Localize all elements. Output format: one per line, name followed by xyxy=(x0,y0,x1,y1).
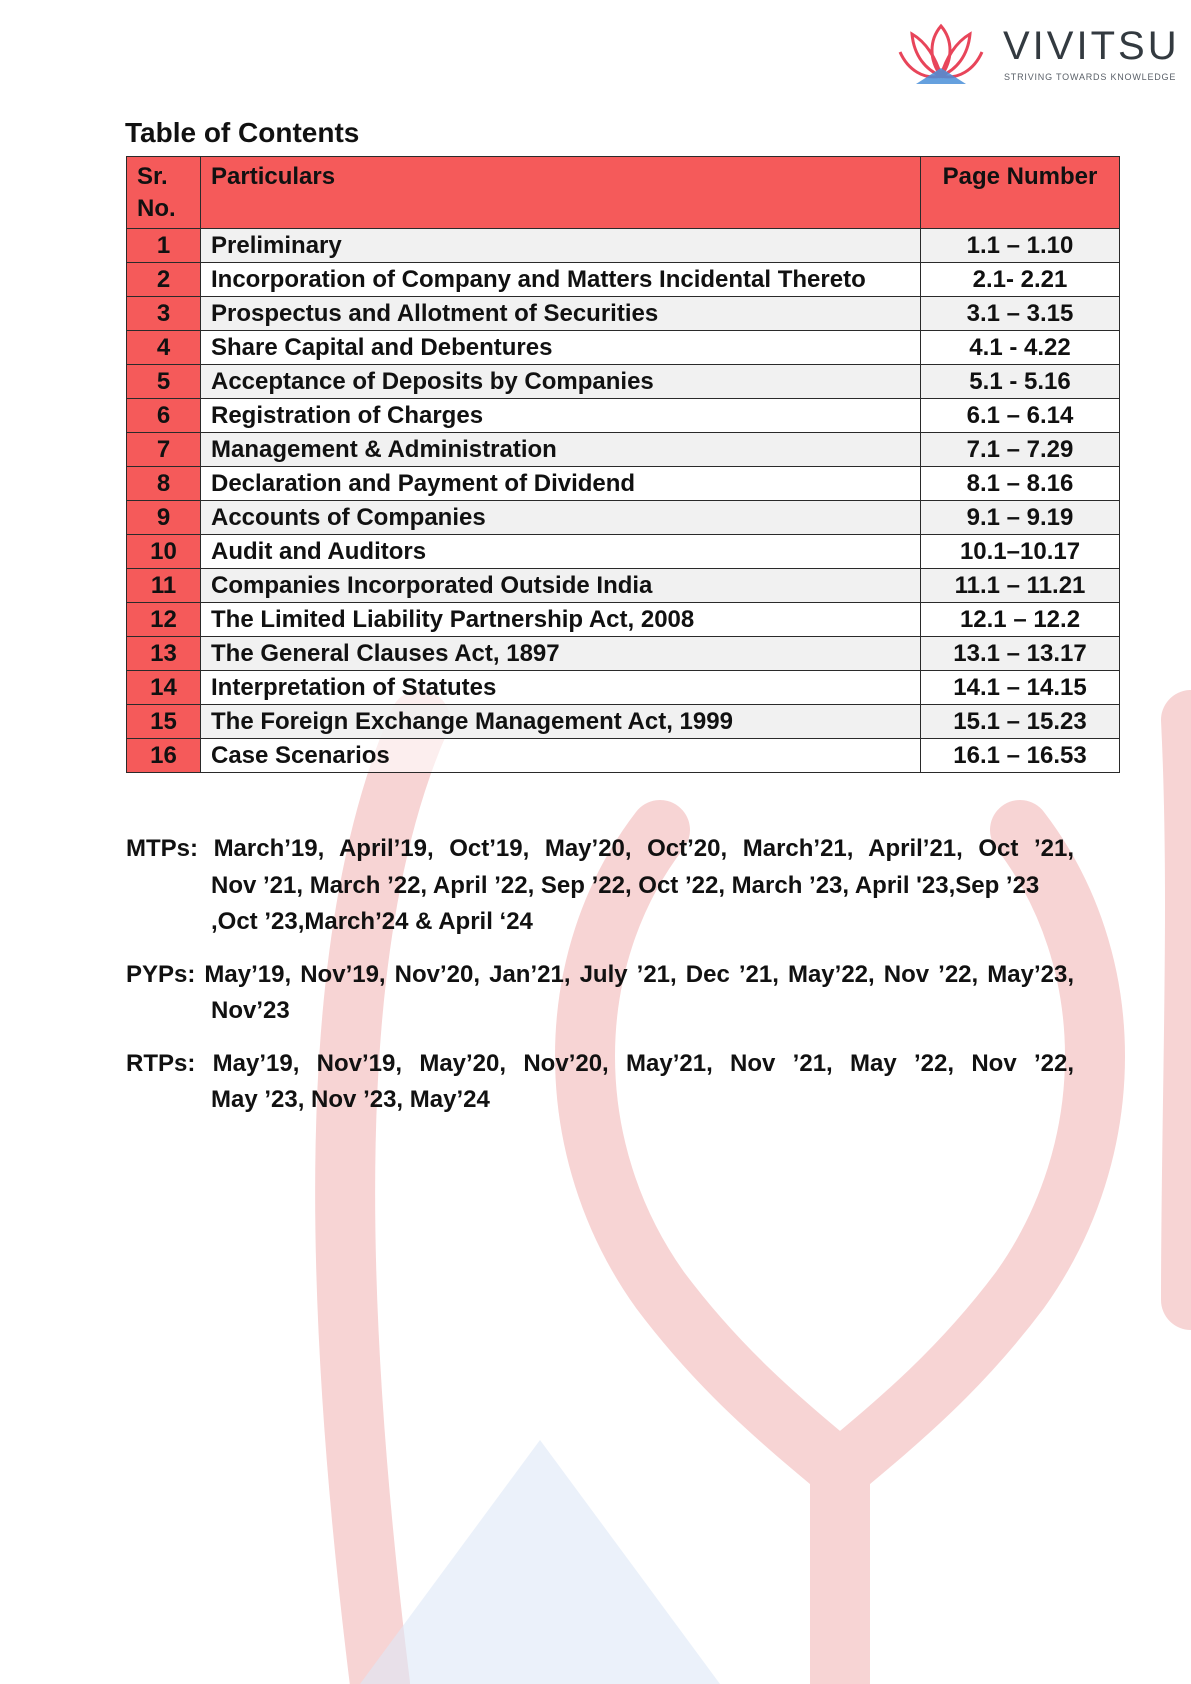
table-header-row xyxy=(127,157,1120,229)
row-serial-number: 1 xyxy=(127,229,201,263)
row-serial-number: 14 xyxy=(127,671,201,705)
row-serial-number: 12 xyxy=(127,603,201,637)
paper-lists xyxy=(126,831,1074,1135)
rtp-list xyxy=(126,1046,1074,1119)
table-row xyxy=(127,671,1120,705)
column-header-sr: Sr. No. xyxy=(127,157,201,229)
row-particulars: Share Capital and Debentures xyxy=(201,331,921,365)
row-particulars: Preliminary xyxy=(201,229,921,263)
row-page-range: 6.1 – 6.14 xyxy=(921,399,1120,433)
row-page-range: 5.1 - 5.16 xyxy=(921,365,1120,399)
row-particulars: Registration of Charges xyxy=(201,399,921,433)
row-page-range: 14.1 – 14.15 xyxy=(921,671,1120,705)
table-row xyxy=(127,297,1120,331)
table-row xyxy=(127,467,1120,501)
row-particulars: Management & Administration xyxy=(201,433,921,467)
table-row xyxy=(127,705,1120,739)
row-serial-number: 15 xyxy=(127,705,201,739)
row-particulars: The Limited Liability Partnership Act, 2008 xyxy=(201,603,921,637)
row-particulars: Case Scenarios xyxy=(201,739,921,773)
rtp-line-1: RTPs: May’19, Nov’19, May’20, Nov’20, May’21, Nov ’21, May ’22, Nov ’22, xyxy=(126,1049,1074,1077)
lotus-icon xyxy=(896,18,986,88)
row-page-range: 10.1–10.17 xyxy=(921,535,1120,569)
row-page-range: 15.1 – 15.23 xyxy=(921,705,1120,739)
row-page-range: 12.1 – 12.2 xyxy=(921,603,1120,637)
row-serial-number: 16 xyxy=(127,739,201,773)
table-row xyxy=(127,331,1120,365)
table-row xyxy=(127,739,1120,773)
row-particulars: Declaration and Payment of Dividend xyxy=(201,467,921,501)
column-header-page-number: Page Number xyxy=(921,157,1120,229)
table-row xyxy=(127,603,1120,637)
row-serial-number: 11 xyxy=(127,569,201,603)
row-particulars: Companies Incorporated Outside India xyxy=(201,569,921,603)
pyp-line-1: PYPs: May’19, Nov’19, Nov’20, Jan’21, July ’21, Dec ’21, May’22, Nov ’22, May’23, xyxy=(126,960,1074,988)
row-serial-number: 13 xyxy=(127,637,201,671)
table-row xyxy=(127,569,1120,603)
pyp-line-2: Nov’23 xyxy=(211,997,290,1024)
contents-table xyxy=(126,156,1120,773)
row-particulars: Prospectus and Allotment of Securities xyxy=(201,297,921,331)
row-particulars: The General Clauses Act, 1897 xyxy=(201,637,921,671)
row-page-range: 4.1 - 4.22 xyxy=(921,331,1120,365)
column-header-particulars: Particulars xyxy=(201,157,921,229)
row-page-range: 2.1- 2.21 xyxy=(921,263,1120,297)
row-serial-number: 4 xyxy=(127,331,201,365)
table-row xyxy=(127,229,1120,263)
row-page-range: 7.1 – 7.29 xyxy=(921,433,1120,467)
rtp-line-2: May ’23, Nov ’23, May’24 xyxy=(211,1086,490,1113)
row-serial-number: 2 xyxy=(127,263,201,297)
brand-name: VIVITSU xyxy=(1003,24,1180,68)
row-page-range: 11.1 – 11.21 xyxy=(921,569,1120,603)
mtp-line-2: Nov ’21, March ’22, April ’22, Sep ’22, Oct ’22, March ’23, April '23,Sep ’23 xyxy=(211,871,1040,899)
row-serial-number: 5 xyxy=(127,365,201,399)
table-row xyxy=(127,399,1120,433)
table-row xyxy=(127,365,1120,399)
brand-logo xyxy=(896,18,1180,88)
row-page-range: 9.1 – 9.19 xyxy=(921,501,1120,535)
row-serial-number: 10 xyxy=(127,535,201,569)
mtp-line-3: ,Oct ’23,March’24 & April ‘24 xyxy=(211,908,533,935)
row-serial-number: 6 xyxy=(127,399,201,433)
row-particulars: Accounts of Companies xyxy=(201,501,921,535)
table-body xyxy=(127,229,1120,773)
row-page-range: 16.1 – 16.53 xyxy=(921,739,1120,773)
row-particulars: Incorporation of Company and Matters Incidental Thereto xyxy=(201,263,921,297)
row-page-range: 3.1 – 3.15 xyxy=(921,297,1120,331)
mtp-line-1: MTPs: March’19, April’19, Oct’19, May’20, Oct’20, March’21, April’21, Oct ’21, xyxy=(126,835,1074,862)
table-row xyxy=(127,535,1120,569)
table-row xyxy=(127,263,1120,297)
row-particulars: Interpretation of Statutes xyxy=(201,671,921,705)
brand-tagline: STRIVING TOWARDS KNOWLEDGE xyxy=(1004,72,1177,82)
mtp-list xyxy=(126,831,1074,941)
row-page-range: 8.1 – 8.16 xyxy=(921,467,1120,501)
pyp-list xyxy=(126,957,1074,1030)
row-serial-number: 8 xyxy=(127,467,201,501)
page-title: Table of Contents xyxy=(125,117,360,148)
row-particulars: Audit and Auditors xyxy=(201,535,921,569)
row-particulars: The Foreign Exchange Management Act, 1999 xyxy=(201,705,921,739)
table-row xyxy=(127,637,1120,671)
table-row xyxy=(127,501,1120,535)
row-serial-number: 7 xyxy=(127,433,201,467)
row-serial-number: 3 xyxy=(127,297,201,331)
row-serial-number: 9 xyxy=(127,501,201,535)
table-row xyxy=(127,433,1120,467)
row-particulars: Acceptance of Deposits by Companies xyxy=(201,365,921,399)
row-page-range: 1.1 – 1.10 xyxy=(921,229,1120,263)
row-page-range: 13.1 – 13.17 xyxy=(921,637,1120,671)
